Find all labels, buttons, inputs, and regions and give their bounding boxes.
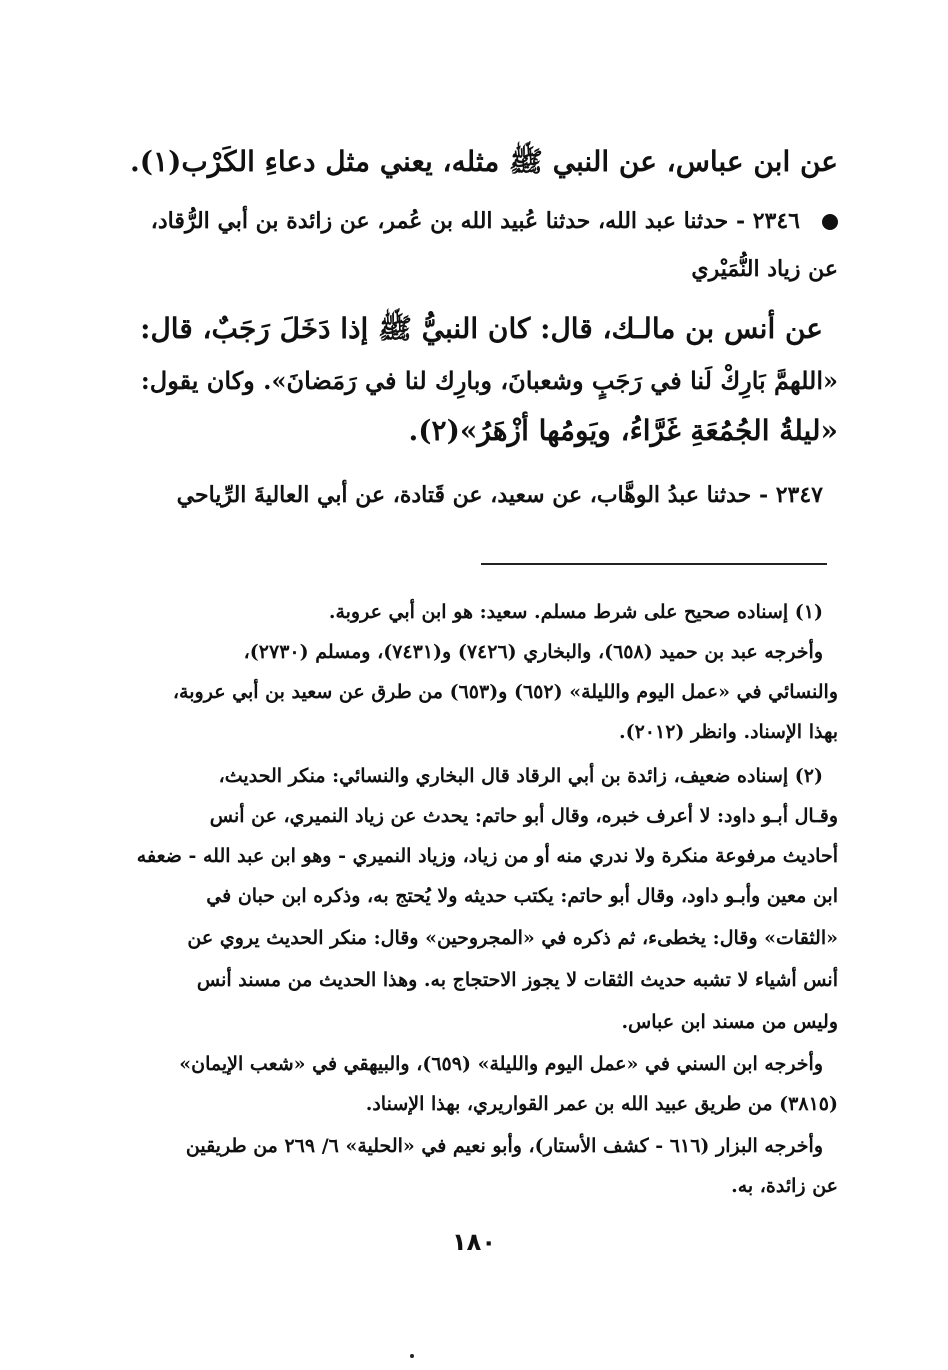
hadith-2346-text-line-1: عن أنس بن مالـك، قال: كان النبيُّ ﷺ إذا دَخَلَ رَجَبٌ، قال: [140,312,823,345]
footnote-2-line-11: عن زائدة، به. [731,1175,838,1197]
footnote-2-line-5: «الثقات» وقال: يخطىء، ثم ذكره في «المجروحين» وقال: منكر الحديث يروي عن [187,927,838,949]
footnote-2-line-1: (٢) إسناده ضعيف، زائدة بن أبي الرقاد قال البخاري والنسائي: منكر الحديث، [218,765,823,787]
footnote-1-line-3: والنسائي في «عمل اليوم والليلة» (٦٥٢) و(٦٥٣) من طرق عن سعيد بن أبي عروبة، [172,681,838,703]
hadith-2346-chain-line-2: عن زياد النُّمَيْري [691,256,838,282]
footnote-2-line-9: (٣٨١٥) من طريق عبيد الله بن عمر القواريري، بهذا الإسناد. [365,1093,838,1115]
hadith-2346-chain-text: ٢٣٤٦ - حدثنا عبد الله، حدثنا عُبيد الله بن عُمر، عن زائدة بن أبي الرُّقاد، [150,208,800,234]
footnote-2-line-8: وأخرجه ابن السني في «عمل اليوم والليلة» (٦٥٩)، والبيهقي في «شعب الإيمان» [179,1053,823,1075]
hadith-2346-chain-line [130,204,838,238]
page-number: ١٨٠ [452,1228,496,1256]
footnote-2-line-2: وقـال أبـو داود: لا أعرف خبره، وقال أبو حاتم: يحدث عن زياد النميري، عن أنس [209,805,838,827]
footnote-2-line-6: أنس أشياء لا تشبه حديث الثقات لا يجوز الاحتجاج به. وهذا الحديث من مسند أنس [196,969,838,991]
footnote-2-line-4: ابن معين وأبـو داود، وقال أبو حاتم: يكتب حديثه ولا يُحتج به، وذكره ابن حبان في [206,885,838,907]
print-speck [410,1354,414,1358]
footnote-2-line-7: وليس من مسند ابن عباس. [621,1011,838,1033]
footnote-1-line-2: وأخرجه عبد بن حميد (٦٥٨)، والبخاري (٧٤٢٦) و(٧٤٣١)، ومسلم (٢٧٣٠)، [243,641,823,663]
footnote-2-line-3: أحاديث مرفوعة منكرة ولا ندري منه أو من زياد، وزياد النميري - وهو ابن عبد الله - ضعفه [136,845,838,867]
bullet-icon [822,214,838,230]
footnote-separator [481,563,827,565]
hadith-2346-text-line-3: «ليلةُ الجُمُعَةِ غَرَّاءُ، ويَومُها أزْهَرُ»(٢). [408,414,838,447]
footnote-1-line-4: بهذا الإسناد. وانظر (٢٠١٢). [618,721,838,743]
footnote-1-line-1: (١) إسناده صحيح على شرط مسلم. سعيد: هو ابن أبي عروبة. [328,601,823,623]
footnote-2-line-10: وأخرجه البزار (٦١٦ - كشف الأستار)، وأبو نعيم في «الحلية» ٦/ ٢٦٩ من طريقين [185,1135,823,1157]
hadith-2346-text-line-2: «اللهمَّ بَارِكْ لَنا في رَجَبٍ وشعبانَ، وبارِك لنا في رَمَضانَ». وكان يقول: [140,366,838,395]
main-text-line: عن ابن عباس، عن النبي ﷺ مثله، يعني مثل دعاءِ الكَرْب(١). [130,145,838,178]
hadith-2347-chain-line: ٢٣٤٧ - حدثنا عبدُ الوهَّاب، عن سعيد، عن قَتادة، عن أبي العاليةَ الرِّياحي [176,482,823,508]
